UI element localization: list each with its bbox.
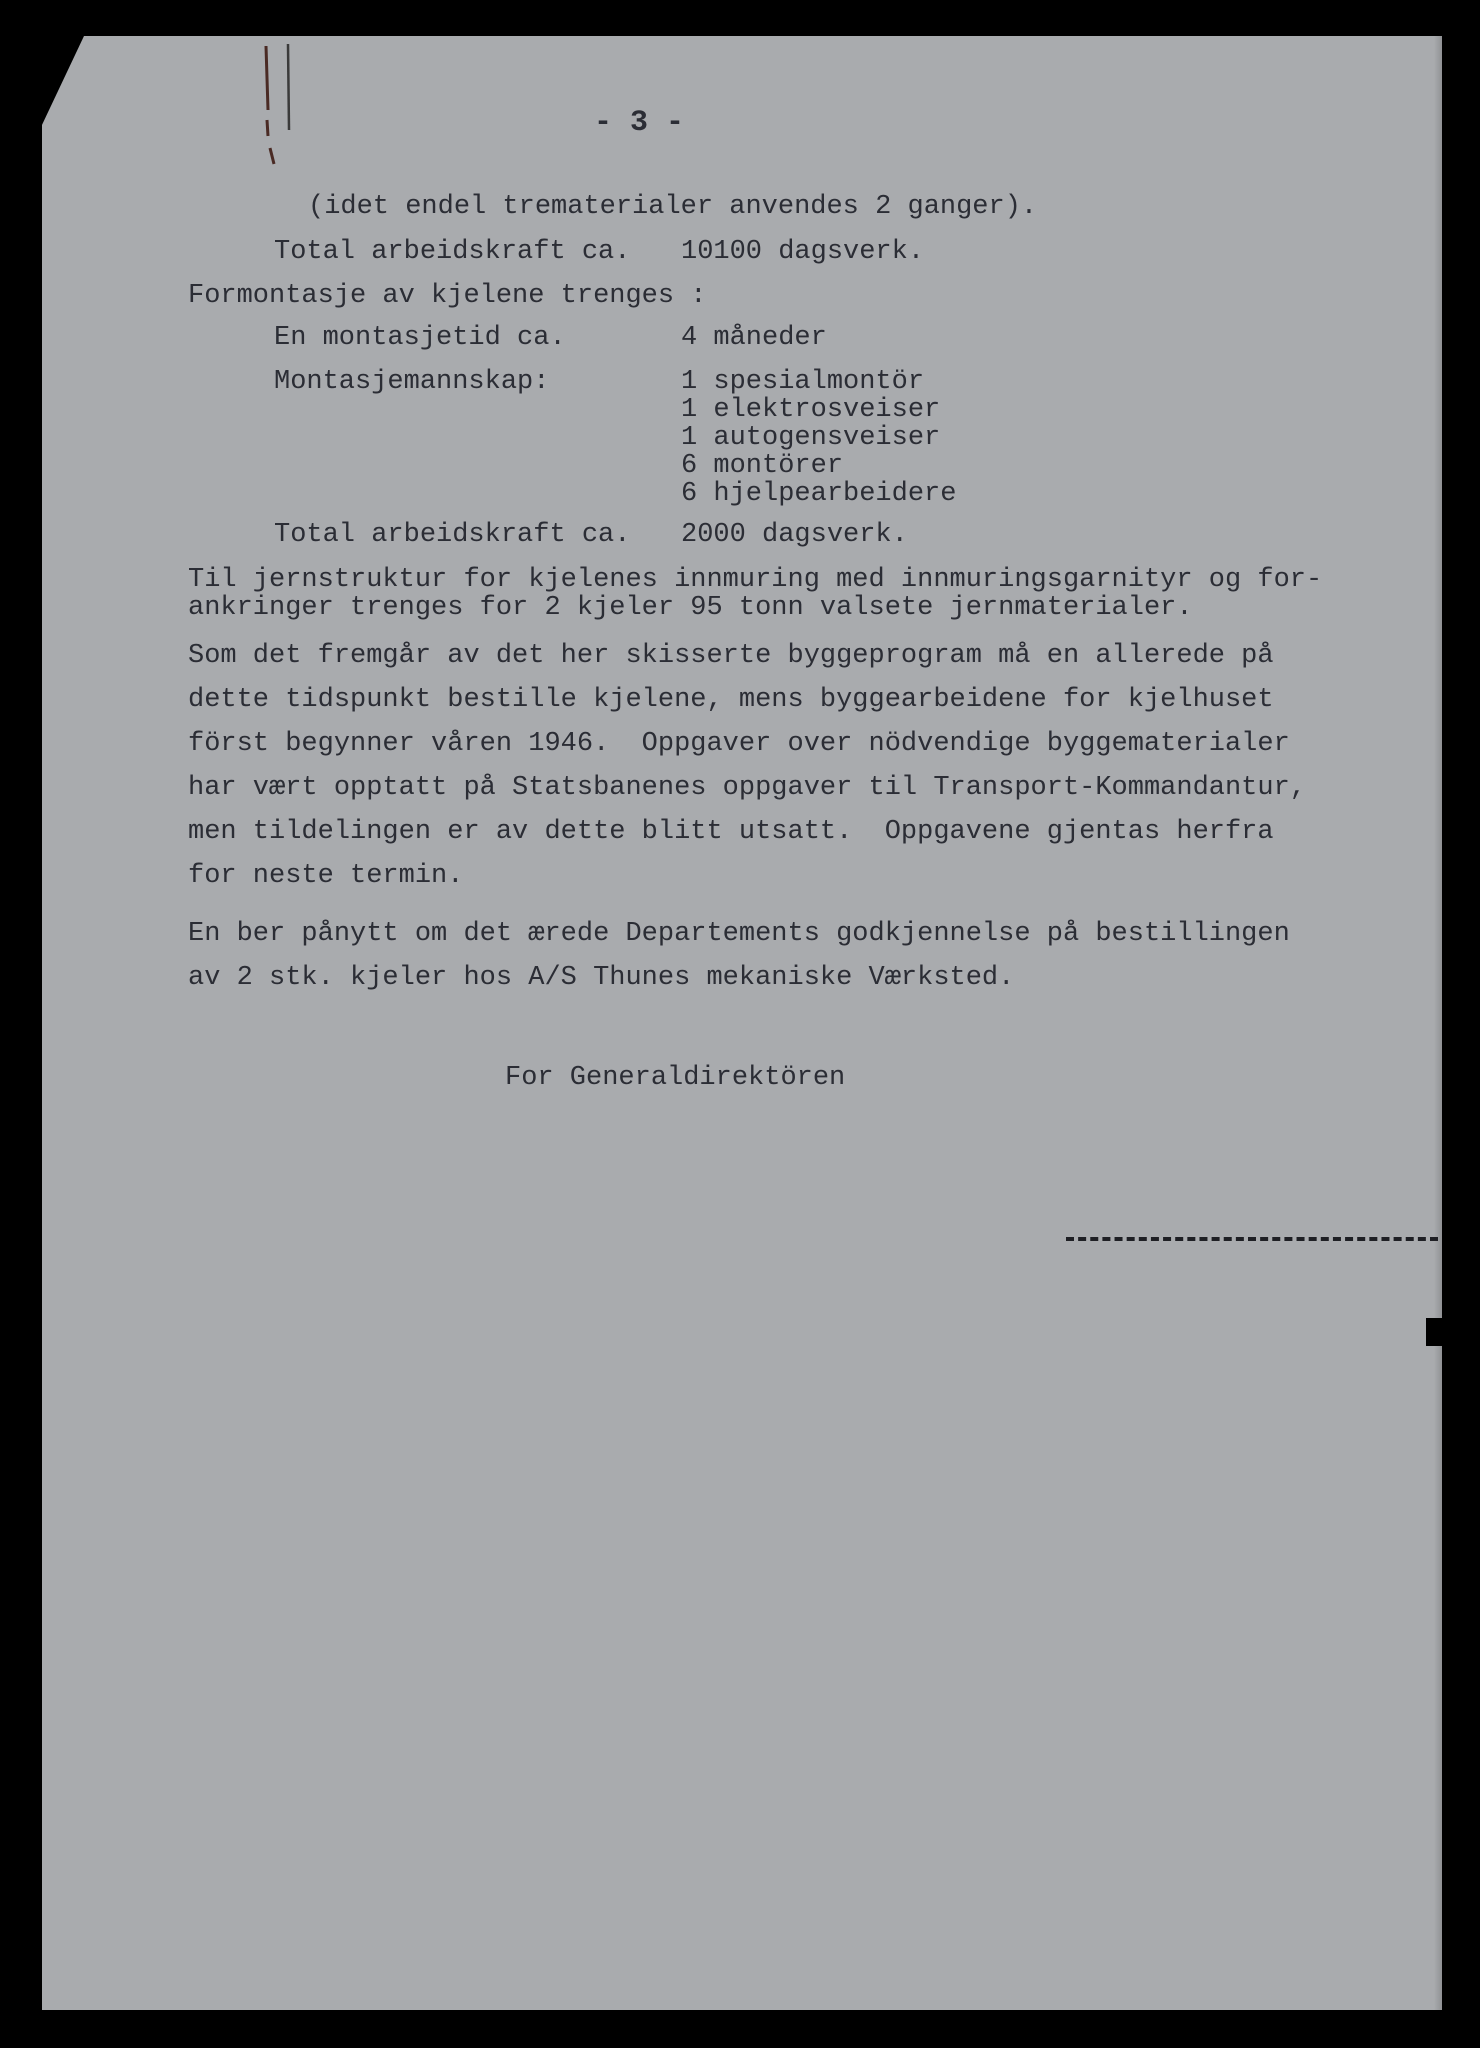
crew-item: 6 hjelpearbeidere: [681, 479, 957, 509]
iron-paragraph-line: Til jernstruktur for kjelenes innmuring med innmuringsgarnityr og for-: [188, 565, 1323, 595]
program-paragraph-line: dette tidspunkt bestille kjelene, mens byggearbeidene for kjelhuset: [188, 685, 1274, 715]
iron-paragraph-line: ankringer trenges for 2 kjeler 95 tonn valsete jernmaterialer.: [188, 593, 1193, 623]
assembly-time-value: 4 måneder: [681, 323, 827, 353]
program-paragraph-line: har vært opptatt på Statsbanenes oppgaver til Transport-Kommandantur,: [188, 773, 1306, 803]
program-paragraph-line: men tildelingen er av dette blitt utsatt. Oppgavene gjentas herfra: [188, 817, 1274, 847]
total-labor-label: Total arbeidskraft ca.: [274, 237, 631, 267]
body-line-1: (idet endel trematerialer anvendes 2 ganger).: [308, 192, 1038, 222]
crew-item: 6 montörer: [681, 451, 844, 481]
total-labor-value: 10100 dagsverk.: [681, 237, 925, 267]
assembly-time-label: En montasjetid ca.: [274, 323, 566, 353]
total-labor-value-2: 2000 dagsverk.: [681, 520, 908, 550]
pre-assembly-heading: Formontasje av kjelene trenges :: [188, 281, 707, 311]
program-paragraph-line: först begynner våren 1946. Oppgaver over nödvendige byggematerialer: [188, 729, 1290, 759]
crew-item: 1 elektrosveiser: [681, 395, 941, 425]
crew-item: 1 autogensveiser: [681, 423, 941, 453]
crew-label: Montasjemannskap:: [274, 367, 550, 397]
paper-tear: [1426, 1318, 1442, 1346]
signature-line: For Generaldirektören: [505, 1063, 846, 1093]
page-number: - 3 -: [594, 106, 685, 140]
program-paragraph-line: Som det fremgår av det her skisserte byggeprogram må en allerede på: [188, 641, 1274, 671]
total-labor-label-2: Total arbeidskraft ca.: [274, 520, 631, 550]
handwritten-mark: [262, 40, 296, 170]
request-paragraph-line: En ber pånytt om det ærede Departements godkjennelse på bestillingen: [188, 919, 1290, 949]
program-paragraph-line: for neste termin.: [188, 861, 464, 891]
request-paragraph-line: av 2 stk. kjeler hos A/S Thunes mekaniske Værksted.: [188, 963, 1015, 993]
signature-rule: [1066, 1237, 1438, 1241]
crew-item: 1 spesialmontör: [681, 367, 925, 397]
